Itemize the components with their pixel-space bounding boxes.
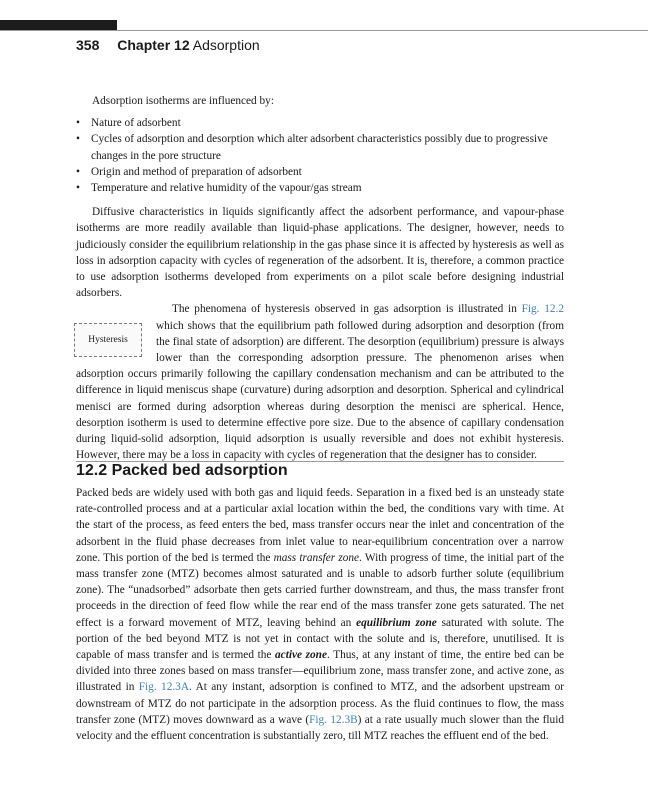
main-content: [76, 93, 564, 463]
paragraph-packed-bed: [76, 485, 564, 744]
figure-link-12-3a[interactable]: Fig. 12.3A: [138, 681, 189, 694]
paragraph-hysteresis-text-b: which shows that the equilibrium path followed during adsorption and desorption (from the final state of adsorption) are different. The desorption (equilibrium) pressure is always lower than the corresponding adsorption pressure. The phenomenon arises when adsorption occurs primarily following the capillary condensation mechanism and can be attributed to the difference in liquid meniscus shape (curvature) during adsorption and desorption. Spherical and cylindrical menisci are formed during adsorption whereas during desorption the menisci are spherical. Hence, desorption isotherm is used to determine effective pore size. Due to the absence of capillary condensation during liquid-solid adsorption, liquid adsorption is usually reversible and does not exhibit hysteresis. However, there may be a loss in capacity with cycles of regeneration that the designer has to consider.: [76, 319, 564, 462]
paragraph-diffusive: Diffusive characteristics in liquids significantly affect the adsorbent performance, and vapour-phase isotherms are more readily available than liquid-phase applications. The designer, however, needs to judiciously consider the equilibrium relationship in the gas phase since it is affected by hysteresis as well as loss in adsorption capacity with cycles of regeneration of the adsorbent. It is, therefore, a common practice to use adsorption isotherms developed from experiments on a pilot scale before designing industrial adsorbers.: [76, 206, 564, 300]
chapter-title: Adsorption: [192, 37, 260, 53]
header-bar: [0, 20, 117, 30]
list-item: • Nature of adsorbent: [76, 115, 564, 131]
list-item: • Temperature and relative humidity of the vapour/gas stream: [76, 180, 564, 196]
chapter-label: Chapter 12: [117, 37, 190, 53]
section-body: [76, 485, 564, 744]
list-item: • Cycles of adsorption and desorption which alter adsorbent characteristics possibly due to progressive changes in the pore structure: [76, 131, 564, 163]
packed-bed-text-5: . At any instant, adsorption is confined to MTZ, and the adsorbent upstream or downstream of MTZ do not participate in the adsorption process. As the fluid continues to flow, the mass transfer zone (MTZ) moves downward as a wave (: [76, 681, 564, 726]
figure-link-12-3b[interactable]: Fig. 12.3B: [309, 713, 358, 726]
paragraph-hysteresis: [76, 301, 564, 463]
packed-bed-text-2: . With progress of time, the initial part of the mass transfer zone (MTZ) becomes almost saturated and is unable to adsorb further solute (equilibrium zone). The “unadsorbed” adsorbate then gets carried further downstream, and thus, the mass transfer front proceeds in the direction of feed flow while the rear end of the mass transfer zone gets saturated. The net effect is a forward movement of MTZ, leaving behind an: [76, 551, 565, 629]
list-item: • Origin and method of preparation of adsorbent: [76, 164, 564, 180]
intro-lead: Adsorption isotherms are influenced by:: [92, 95, 274, 107]
header-rule: [0, 30, 648, 31]
term-active-zone: active zone: [275, 649, 327, 662]
packed-bed-text-1: Packed beds are widely used with both gas and liquid feeds. Separation in a fixed bed is an unsteady state rate-controlled process and at a particular axial location within the bed, the conditions vary with time. At the start of the process, as feed enters the bed, mass transfer occurs near the inlet and concentration of the adsorbent in the fluid phase decreases from inlet value to near-equilibrium concentration over a narrow zone. This portion of the bed is termed the: [76, 487, 564, 564]
packed-bed-text-4: . Thus, at any instant of time, the entire bed can be divided into three zones based on mass transfer—equilibrium zone, mass transfer zone, and active zone, as illustrated in: [76, 649, 564, 694]
intro-bullet-list: [76, 115, 564, 196]
section-heading: 12.2 Packed bed adsorption: [76, 462, 288, 479]
term-equilibrium-zone: equilibrium zone: [356, 616, 437, 629]
running-head: [76, 37, 260, 53]
packed-bed-text-3: saturated with solute. The portion of the bed beyond MTZ is not yet in contact with the solute and is, therefore, unutilised. It is capable of mass transfer and is termed the: [76, 616, 564, 662]
page-number: 358: [76, 37, 100, 53]
term-mass-transfer-zone: mass transfer zone: [273, 551, 360, 564]
packed-bed-text-6: ) at a rate usually much slower than the fluid velocity and the effluent concentration is substantially zero, till MTZ reaches the effluent end of the bed.: [76, 713, 564, 743]
margin-note-hysteresis: Hysteresis: [74, 323, 142, 357]
paragraph-hysteresis-text-a: The phenomena of hysteresis observed in gas adsorption is illustrated in: [172, 303, 522, 316]
figure-link-12-2[interactable]: Fig. 12.2: [521, 303, 564, 316]
